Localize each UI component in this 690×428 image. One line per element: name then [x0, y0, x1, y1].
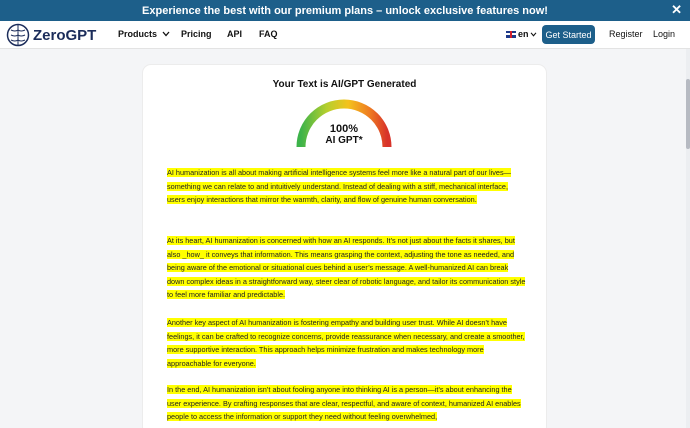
- result-card: [143, 65, 546, 428]
- nav-products-label: Products: [118, 29, 158, 39]
- chevron-down-icon: [530, 32, 537, 37]
- close-icon[interactable]: ✕: [671, 2, 682, 17]
- highlighted-paragraph: [167, 316, 527, 370]
- paragraph-text: At its heart, AI humanization is concerned with how an AI responds. It’s not just about the facts it shares, but also _how_ it conveys that information. This means grasping the context, adjusting the tone as needed, and being aware of the emotional or situational cues behind a user’s message. A well-humanized AI can break down complex ideas in a straightforward way, steer clear of robotic language, and tailor its communication style to feel more familiar and predictable.: [167, 236, 526, 300]
- logo-text: ZeroGPT: [33, 26, 97, 44]
- language-selector[interactable]: [506, 29, 537, 39]
- highlighted-paragraph: [167, 166, 527, 207]
- chevron-down-icon: [162, 31, 170, 37]
- promo-banner: [0, 0, 690, 21]
- promo-banner-text: Experience the best with our premium plans – unlock exclusive features now!: [142, 4, 548, 17]
- ai-gpt-label: AI GPT*: [325, 135, 363, 146]
- ai-percentage: 100%: [329, 123, 359, 135]
- uk-flag-icon: [506, 31, 516, 38]
- login-link[interactable]: Login: [653, 29, 676, 39]
- language-label: en: [518, 29, 529, 39]
- paragraph-text: AI humanization is all about making artificial intelligence systems feel more like a natural part of our lives—something we can relate to and intuitively understand. Instead of dealing with a stiff, mechanical interface, users enjoy interactions that mirror the warmth, clarity, and flow of genuine human conversation.: [167, 168, 511, 205]
- brain-logo-icon: [6, 23, 30, 47]
- get-started-button[interactable]: Get Started: [542, 25, 595, 44]
- nav-pricing[interactable]: Pricing: [181, 29, 212, 39]
- result-title: Your Text is AI/GPT Generated: [272, 79, 417, 90]
- register-link[interactable]: Register: [609, 29, 643, 39]
- top-navigation: [0, 21, 690, 49]
- scrollbar-thumb[interactable]: [686, 79, 690, 149]
- scrollbar[interactable]: [686, 49, 690, 428]
- nav-api[interactable]: API: [227, 29, 243, 39]
- logo[interactable]: [6, 22, 96, 48]
- highlighted-paragraph: [167, 383, 527, 424]
- highlighted-paragraph: [167, 234, 527, 302]
- nav-faq[interactable]: FAQ: [259, 29, 278, 39]
- paragraph-text: In the end, AI humanization isn’t about fooling anyone into thinking AI is a person—it’s about enhancing the user experience. By crafting responses that are clear, respectful, and aware of context, humanized AI enables people to access the information or support they need without feeling overwhelmed,: [167, 385, 521, 422]
- nav-products[interactable]: [118, 29, 170, 39]
- paragraph-text: Another key aspect of AI humanization is fostering empathy and building user trust. While AI doesn’t have feelings, it can be crafted to recognize concerns, provide reassurance when necessary, and create a smoother, more supportive interaction. This approach helps minimize frustration and makes technology more approachable for everyone.: [167, 318, 525, 368]
